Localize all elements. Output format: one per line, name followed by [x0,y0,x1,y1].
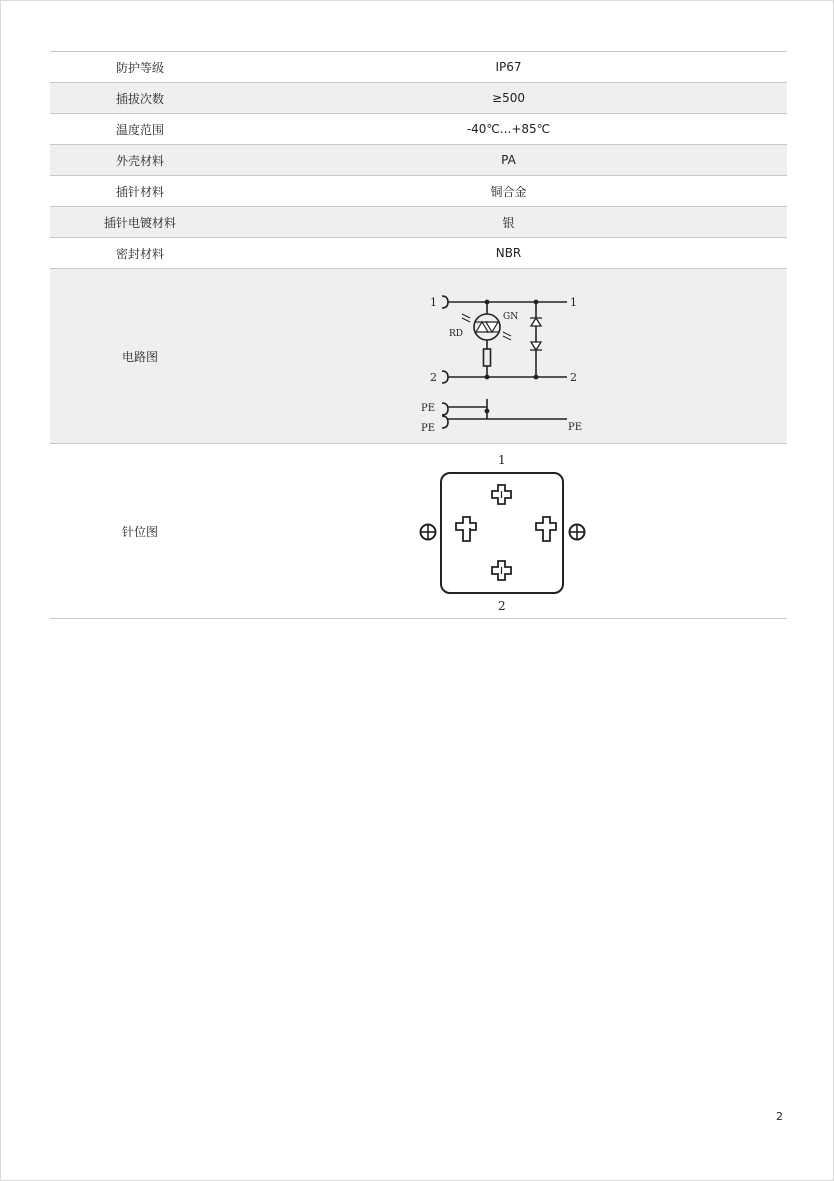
socket-1-icon [442,296,448,308]
pinout-label: 针位图 [50,444,230,619]
spec-value: NBR [230,238,787,269]
spec-label: 插针材料 [50,176,230,207]
spec-row-pin-material [50,176,787,207]
spec-label: 插针电镀材料 [50,207,230,238]
screw-left-icon [420,524,435,539]
spec-row-protection [50,52,787,83]
pinout-bottom-label: 2 [497,598,506,613]
pinout-cell [230,444,787,619]
spec-label: 温度范围 [50,114,230,145]
circuit-diagram [409,281,609,431]
circuit-gn-label: GN [502,312,518,322]
pinout-top-label: 1 [497,452,506,467]
circuit-pe-right: PE [567,422,582,431]
spec-value: 银 [230,207,787,238]
spec-label: 插拔次数 [50,83,230,114]
resistor-icon [483,349,490,366]
spec-label: 密封材料 [50,238,230,269]
pinout-diagram [419,449,599,614]
circuit-pin1-right: 1 [569,296,577,309]
spec-row-plating [50,207,787,238]
spec-value: -40℃...+85℃ [230,114,787,145]
circuit-pin2-right: 2 [569,371,577,384]
spec-row-temperature [50,114,787,145]
spec-value: PA [230,145,787,176]
circuit-pin2-left: 2 [429,371,437,384]
spec-row-housing [50,145,787,176]
page-number: 2 [776,1110,783,1123]
circuit-row [50,269,787,444]
spec-row-seal [50,238,787,269]
led-icon [474,314,500,340]
circuit-cell [230,269,787,444]
circuit-rd-label: RD [448,329,463,339]
circuit-pe-bottom: PE [420,423,435,431]
spec-value: ≥500 [230,83,787,114]
socket-2-icon [442,371,448,383]
circuit-pin1-left: 1 [429,296,437,309]
spec-value: 铜合金 [230,176,787,207]
spec-table [50,51,787,619]
spec-row-cycles [50,83,787,114]
spec-label: 防护等级 [50,52,230,83]
spec-label: 外壳材料 [50,145,230,176]
screw-right-icon [569,524,584,539]
pinout-row [50,444,787,619]
spec-value: IP67 [230,52,787,83]
circuit-label: 电路图 [50,269,230,444]
circuit-pe-top: PE [420,403,435,414]
